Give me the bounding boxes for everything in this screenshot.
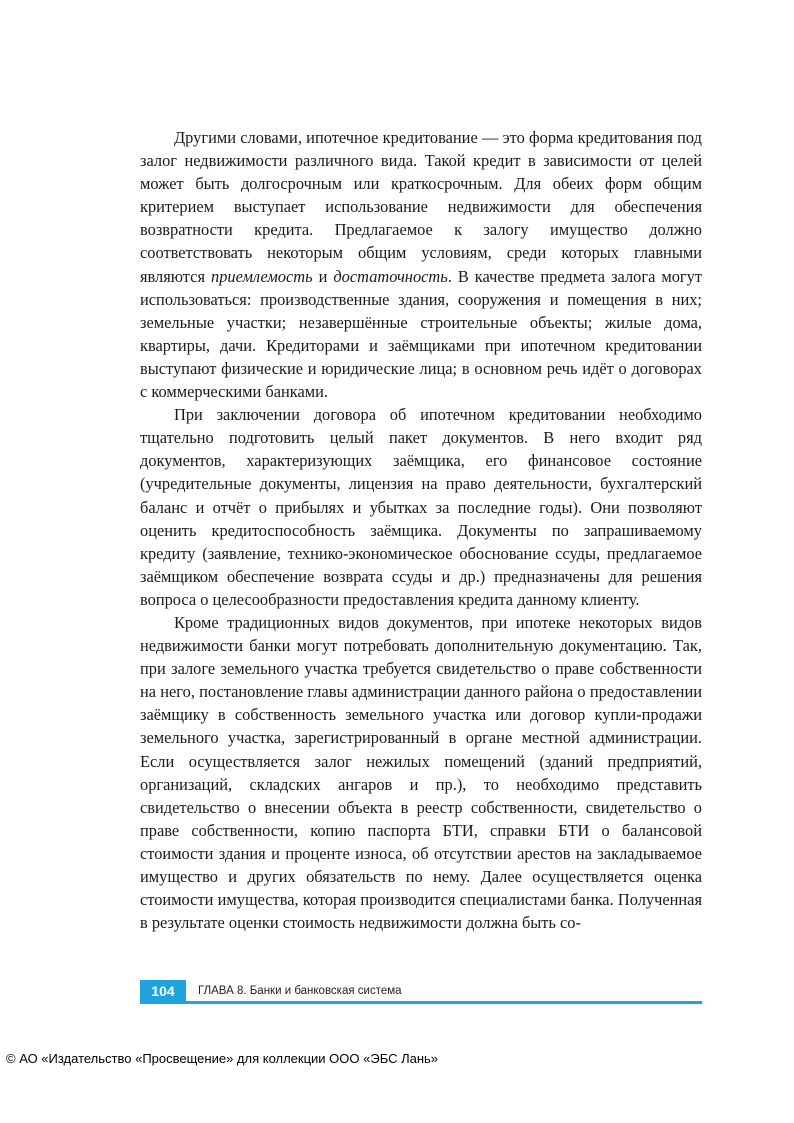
running-header [198, 980, 402, 1002]
paragraph-1-text-start: Другими словами, ипотечное кредитование — это форма кредитования под залог недвижимости различного вида. Такой кредит в зависимости от целей может быть долгосрочным или краткосрочным. Для обеих форм общим критерием выступает использование недвижимости для обеспечения возвратности кредита. Предлагаемое к залогу имущество должно соответствовать некоторым общим условиям, среди которых главными являются [140, 128, 702, 286]
copyright-notice: © АО «Издательство «Просвещение» для коллекции ООО «ЭБС Лань» [6, 1051, 439, 1066]
chapter-title: Банки и банковская система [249, 985, 402, 997]
paragraph-1-text-end: . В качестве предмета залога могут использоваться: производственные здания, сооружения и помещения в них; земельные участки; незавершённые строительные объекты; жилые дома, квартиры, дачи. Кредиторами и заёмщиками при ипотечном кредитовании выступают физические и юридические лица; в основном речь идёт о договорах с коммерческими банками. [140, 266, 703, 402]
term-sufficiency: достаточность [333, 266, 448, 286]
paragraph-1 [140, 126, 702, 403]
chapter-label: ГЛАВА 8. [198, 985, 247, 997]
paragraph-2: При заключении договора об ипотечном кредитовании необходимо тщательно подготовить целый пакет документов. В него входит ряд документов, характеризующих заёмщика, его финансовое состояние (учредительные документы, лицензия на право деятельности, бухгалтерский баланс и отчёт о прибылях и убытках за последние годы). Они позволяют оценить кредитоспособность заёмщика. Документы по запрашиваемому кредиту (заявление, технико-экономическое обоснование ссуды, предлагаемое заёмщиком обеспечение возврата ссуды и др.) предназначены для решения вопроса о целесообразности предоставления кредита данному клиенту. [140, 405, 702, 609]
body-text [140, 126, 702, 934]
term-acceptability: приемлемость [211, 266, 313, 286]
footer-rule [140, 1001, 702, 1004]
page-footer [140, 980, 702, 1006]
page-number: 104 [140, 980, 186, 1002]
paragraph-1-conjunction: и [312, 266, 334, 286]
paragraph-3: Кроме традиционных видов документов, при ипотеке некоторых видов недвижимости банки могут потребовать дополнительную документацию. Так, при залоге земельного участка требуется свидетельство о праве собственности на него, постановление главы администрации данного района о предоставлении заёмщику в собственность земельного участка или договор купли-продажи земельного участка, зарегистрированный в органе местной администрации. Если осуществляется залог нежилых помещений (зданий предприятий, организаций, складских ангаров и пр.), то необходимо представить свидетельство о внесении объекта в реестр собственности, свидетельство о праве собственности, копию паспорта БТИ, справки БТИ о балансовой стоимости здания и проценте износа, об отсутствии арестов на закладываемое имущество и других обязательств по нему. Далее осуществляется оценка стоимости имущества, которая производится специалистами банка. Полученная в результате оценки стоимость недвижимости должна быть со- [140, 612, 702, 933]
